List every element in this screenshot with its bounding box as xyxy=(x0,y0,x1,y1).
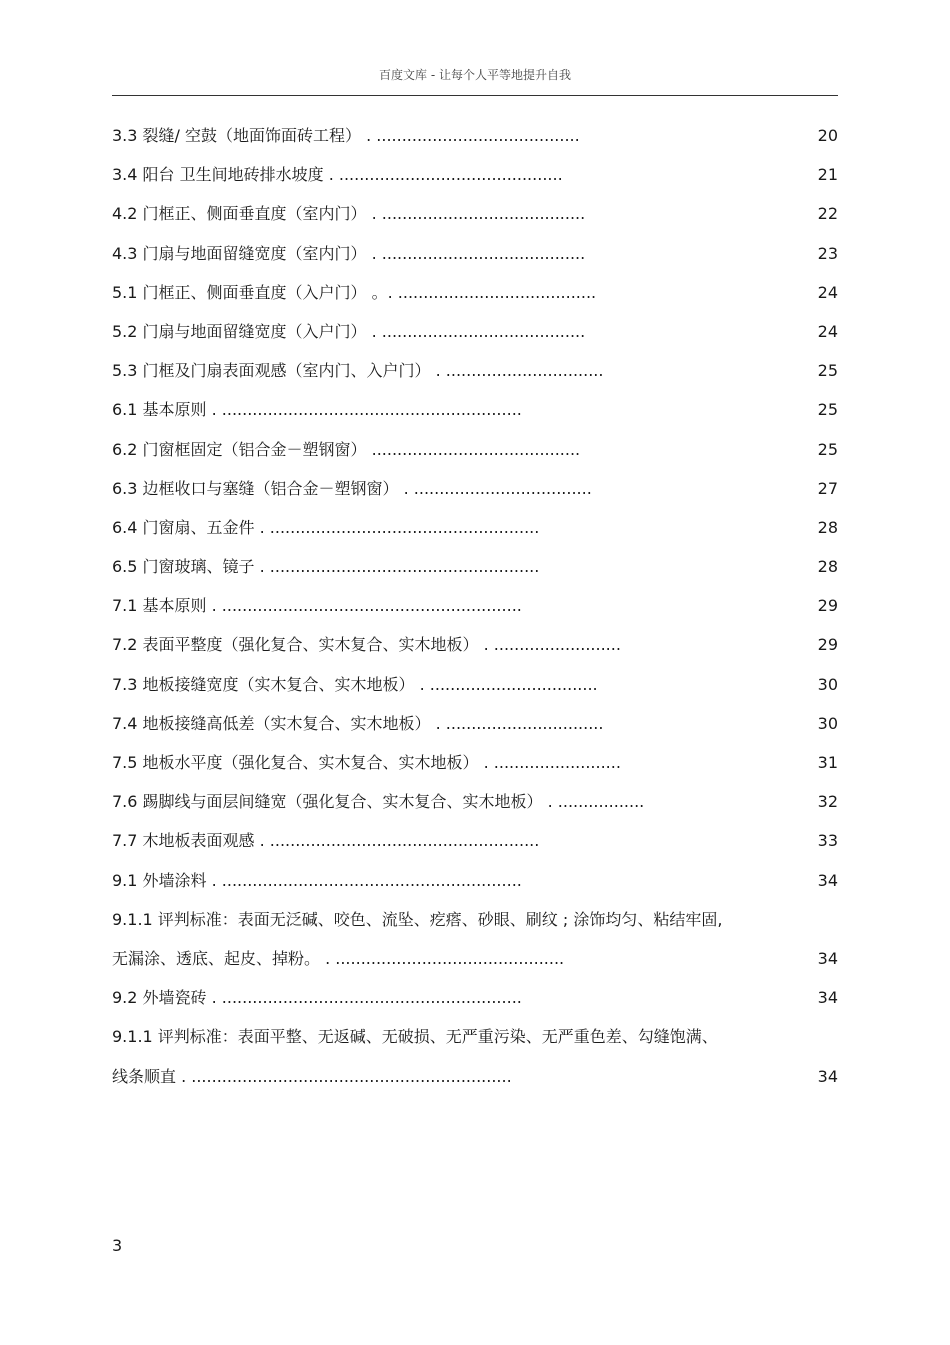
toc-entry-page: 24 xyxy=(817,282,838,302)
toc-entry-text: 7.7 木地板表面观感 . ..................................................... xyxy=(112,831,540,851)
toc-entry-text: 3.3 裂缝/ 空鼓（地面饰面砖工程） . ........................................ xyxy=(112,126,580,145)
toc-entry[interactable] xyxy=(112,508,838,547)
page-number: 3 xyxy=(112,1236,123,1255)
toc-entry[interactable] xyxy=(112,469,838,508)
toc-entry-text: 线条顺直 . ............................................................... xyxy=(112,1066,512,1086)
toc-entry-text: 7.3 地板接缝宽度（实木复合、实木地板） . ................................. xyxy=(112,674,598,694)
page-header: 百度文库 - 让每个人平等地提升自我 xyxy=(379,68,571,82)
toc-entry-text: 无漏涂、透底、起皮、掉粉。 . ............................................. xyxy=(112,948,565,968)
toc-entry-text: 6.1 基本原则 . ........................................................... xyxy=(112,400,522,420)
toc-entry-page: 29 xyxy=(817,596,838,616)
toc-entry-page: 28 xyxy=(817,557,838,577)
toc-entry-text: 9.1 外墙涂料 . ........................................................... xyxy=(112,870,522,890)
toc-entry-text: 7.2 表面平整度（强化复合、实木复合、实木地板） . ......................... xyxy=(112,635,621,655)
toc-entry-text: 7.4 地板接缝高低差（实木复合、实木地板） . ............................... xyxy=(112,713,604,733)
toc-entry[interactable] xyxy=(112,939,838,978)
toc-entry-page: 34 xyxy=(817,1066,838,1086)
toc-entry-page: 30 xyxy=(817,713,838,733)
header-rule xyxy=(112,95,838,96)
toc-entry-page: 34 xyxy=(817,948,838,968)
toc-entry-page: 22 xyxy=(817,204,838,224)
toc-entry[interactable] xyxy=(112,1057,838,1096)
toc-entry[interactable] xyxy=(112,782,838,821)
toc-entry[interactable] xyxy=(112,430,838,469)
toc-entry-page: 24 xyxy=(817,321,838,341)
toc-entry[interactable] xyxy=(112,586,838,625)
toc-entry[interactable] xyxy=(112,155,838,194)
toc-entry-page: 30 xyxy=(817,674,838,694)
toc-entry-page: 25 xyxy=(817,400,838,420)
toc-entry[interactable] xyxy=(112,312,838,351)
toc-entry[interactable] xyxy=(112,978,838,1017)
toc-entry[interactable] xyxy=(112,821,838,860)
toc-entry-page: 25 xyxy=(817,439,838,459)
toc-entry-page: 28 xyxy=(817,517,838,537)
toc-entry[interactable] xyxy=(112,704,838,743)
toc-entry-text: 9.1.1 评判标准：表面无泛碱、咬色、流坠、疙瘩、砂眼、刷纹 ; 涂饰均匀、粘结牢固, xyxy=(112,909,723,929)
table-of-contents xyxy=(112,116,838,1096)
toc-entry-text: 6.3 边框收口与塞缝（铝合金－塑钢窗） . ................................... xyxy=(112,478,592,498)
toc-entry-page: 25 xyxy=(817,361,838,381)
toc-entry[interactable] xyxy=(112,665,838,704)
toc-entry-text: 7.5 地板水平度（强化复合、实木复合、实木地板） . ......................... xyxy=(112,753,621,772)
toc-entry-text: 4.2 门框正、侧面垂直度（室内门） . ........................................ xyxy=(112,204,586,224)
toc-entry[interactable] xyxy=(112,900,838,939)
toc-entry-text: 6.2 门窗框固定（铝合金－塑钢窗） ......................................... xyxy=(112,439,581,459)
toc-entry-text: 9.1.1 评判标准：表面平整、无返碱、无破损、无严重污染、无严重色差、勾缝饱满、 xyxy=(112,1027,718,1047)
toc-entry[interactable] xyxy=(112,743,838,782)
toc-entry[interactable] xyxy=(112,351,838,390)
toc-entry[interactable] xyxy=(112,547,838,586)
toc-entry-page: 23 xyxy=(817,243,838,263)
toc-entry-text: 5.3 门框及门扇表面观感（室内门、入户门） . ............................... xyxy=(112,361,604,381)
toc-entry-text: 6.5 门窗玻璃、镜子 . ..................................................... xyxy=(112,557,540,577)
toc-entry-page: 34 xyxy=(817,988,838,1008)
toc-entry[interactable] xyxy=(112,390,838,429)
toc-entry-page: 31 xyxy=(817,753,838,772)
toc-entry[interactable] xyxy=(112,861,838,900)
toc-entry-text: 4.3 门扇与地面留缝宽度（室内门） . ........................................ xyxy=(112,243,586,263)
toc-entry-text: 5.2 门扇与地面留缝宽度（入户门） . ........................................ xyxy=(112,321,586,341)
toc-entry-text: 6.4 门窗扇、五金件 . ..................................................... xyxy=(112,517,540,537)
toc-entry-page: 27 xyxy=(817,478,838,498)
toc-entry-page: 33 xyxy=(817,831,838,851)
toc-entry-text: 3.4 阳台 卫生间地砖排水坡度 . ............................................ xyxy=(112,165,563,185)
toc-entry-page: 21 xyxy=(817,165,838,185)
toc-entry[interactable] xyxy=(112,194,838,233)
toc-entry-text: 5.1 门框正、侧面垂直度（入户门） 。. ....................................... xyxy=(112,282,597,302)
toc-entry-page: 34 xyxy=(817,870,838,890)
toc-entry[interactable] xyxy=(112,234,838,273)
toc-entry[interactable] xyxy=(112,116,838,155)
toc-entry-text: 7.1 基本原则 . ........................................................... xyxy=(112,596,522,616)
toc-entry-page: 32 xyxy=(817,792,838,812)
toc-entry[interactable] xyxy=(112,273,838,312)
toc-entry-text: 7.6 踢脚线与面层间缝宽（强化复合、实木复合、实木地板） . ................. xyxy=(112,792,645,812)
toc-entry[interactable] xyxy=(112,625,838,664)
toc-entry-page: 20 xyxy=(817,126,838,145)
toc-entry-text: 9.2 外墙瓷砖 . ........................................................... xyxy=(112,988,522,1008)
toc-entry[interactable] xyxy=(112,1017,838,1056)
toc-entry-page: 29 xyxy=(817,635,838,655)
